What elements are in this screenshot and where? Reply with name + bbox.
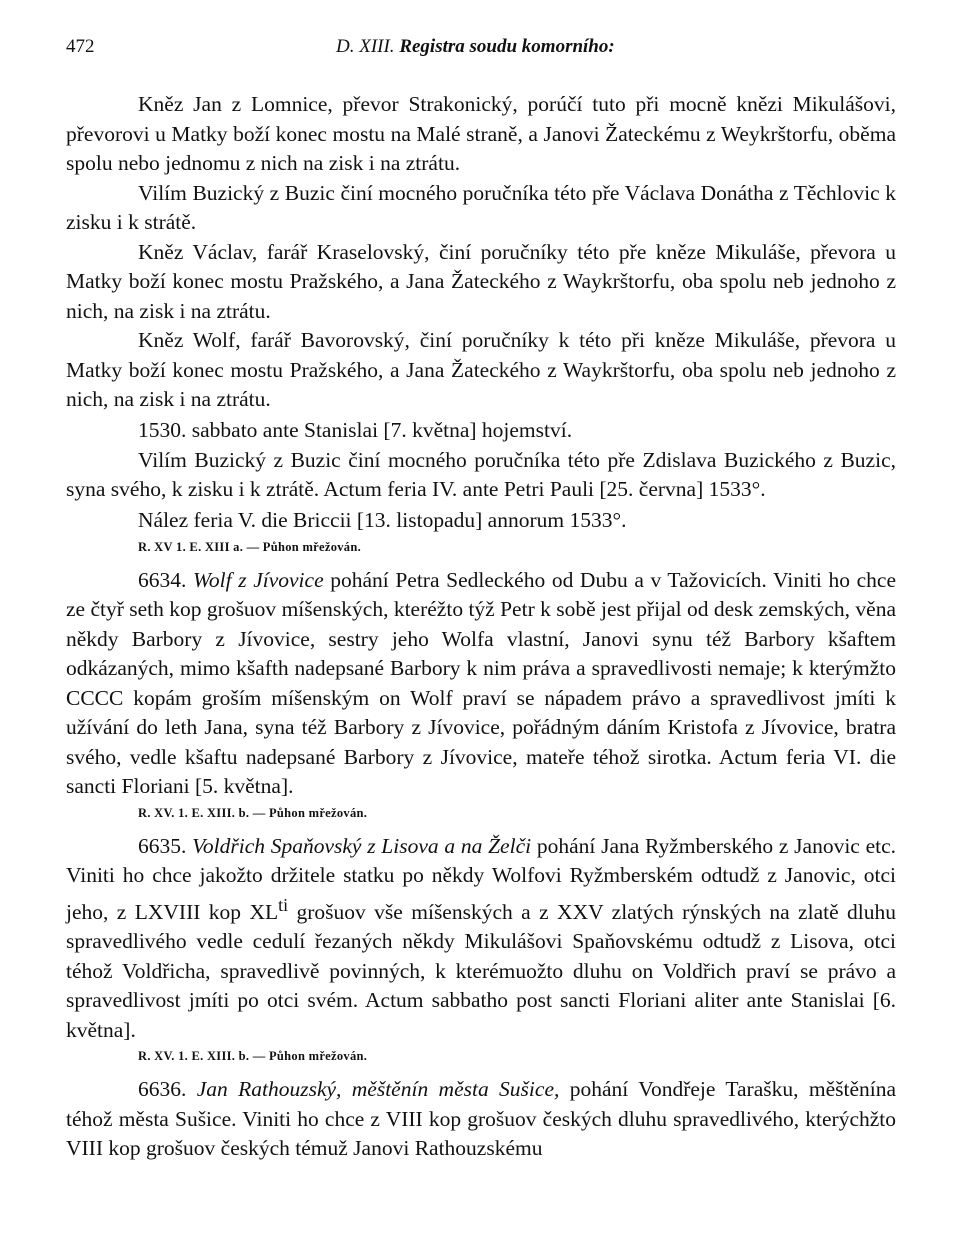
source-note: R. XV. 1. E. XIII. b. — Půhon mřežován. xyxy=(138,1049,368,1064)
entry-name: Jan Rathouzský, měštěnín města Sušice, xyxy=(196,1077,560,1102)
entry-6635 xyxy=(66,832,896,1046)
entry-6636 xyxy=(66,1075,896,1164)
running-title-text: Registra soudu komorního: xyxy=(399,36,615,57)
finding-line: Nález feria V. die Briccii [13. listopadu] annorum 1533°. xyxy=(138,507,627,532)
entry-text-cont: grošuov vše míšenských a z XXV zlatých rýnských na zlatě dluhu spravedlivého vedle cedulí řezaných někdy Mikulášovi Spaňovskému odtudž z Lisova, otci téhož Voldřicha, spravedlivě povinných, k kterémuožto dluhu on Voldřich praví se právo a spravedlivost jmíti po otci svém. Actum sabbatho post sancti Floriani aliter ante Stanislai [6. května]. xyxy=(66,899,897,1042)
entry-text: pohání Vondřeje Tarašku, měštěnína téhož města Sušice. Viniti ho chce z VIII kop grošuov českých dluhu spravedlivého, kterýchžto VIII kop grošuov českých témuž Janovi Rathouzskému xyxy=(66,1077,897,1161)
entry-number: 6635. xyxy=(138,833,187,858)
paragraph: Kněz Jan z Lomnice, převor Strakonický, porúčí tuto při mocně knězi Mikulášovi, převorovi u Matky boží konec mostu na Malé straně, a Janovi Žateckému z Weykrštorfu, oběma spolu nebo jednomu z nich na zisk i na ztrátu. xyxy=(66,92,896,175)
paragraph: Kněz Wolf, farář Bavorovský, činí poručníky k této při kněze Mikuláše, převora u Matky boží konec mostu Pražského, a Jana Žateckého z Waykrštorfu, oba spolu neb jednoho z nich, na zisk i na ztrátu. xyxy=(66,328,896,411)
date-line: 1530. sabbato ante Stanislai [7. května] hojemství. xyxy=(138,417,573,442)
paragraph: Kněz Václav, farář Kraselovský, činí poručníky této pře kněze Mikuláše, převora u Matky boží konec mostu Pražského, a Jana Žateckého z Waykrštorfu, oba spolu neb jednoho z nich, na zisk i na ztrátu. xyxy=(66,239,896,323)
superscript: ti xyxy=(278,894,289,915)
entry-number: 6636. xyxy=(138,1077,187,1102)
source-note: R. XV 1. E. XIII a. — Půhon mřežován. xyxy=(138,539,362,554)
entry-name: Wolf z Jívovice xyxy=(192,567,324,592)
entry-name: Voldřich Spaňovský z Lisova a na Želči xyxy=(192,833,532,858)
source-note: R. XV. 1. E. XIII. b. — Půhon mřežován. xyxy=(138,805,368,820)
entry-6634 xyxy=(66,566,896,802)
paragraph: Vilím Buzický z Buzic činí mocného poručníka této pře Zdislava Buzického z Buzic, syna svého, k zisku i k ztrátě. Actum feria IV. ante Petri Pauli [25. června] 1533°. xyxy=(66,447,896,501)
entry-text: pohání Petra Sedleckého od Dubu a v Tažovicích. Viniti ho chce ze čtyř seth kop grošuov míšenských, kteréžto týž Petr k sobě jest přijal od desk zemských, věna někdy Barbory z Jívovice, sestry jeho Wolfa vlastní, Janovi synu též Barbory kšaftem odkázaných, mimo kšafth nadepsané Barbory k nim práva a spravedlivosti nemaje; k kterýmžto CCCC kopám groším míšenským on Wolf praví se nápadem právo a spravedlivost jmíti k užívání do leth Jana, syna též Barbory z Jívovice, pořádným dáním Kristofa z Jívovice, bratra svého, vedle kšaftu nadepsané Barbory z Jívovice, mateře téhož sirotka. Actum feria VI. die sancti Floriani [5. května]. xyxy=(66,567,896,798)
running-title xyxy=(336,36,615,58)
entry-number: 6634. xyxy=(138,567,187,592)
paragraph: Vilím Buzický z Buzic činí mocného poručníka této pře Václava Donátha z Těchlovic k zisku i k strátě. xyxy=(66,180,896,234)
page-header xyxy=(66,36,896,66)
entry-text: pohání Jana Ryžmberského z Janovic etc. Viniti ho chce jakožto držitele statku po někdy Wolfovi Ryžmberském odtudž z Janovic, otci jeho, z LXVIII kop XL xyxy=(66,833,897,924)
page-number: 472 xyxy=(66,36,95,57)
running-title-prefix: D. XIII. xyxy=(336,36,395,57)
